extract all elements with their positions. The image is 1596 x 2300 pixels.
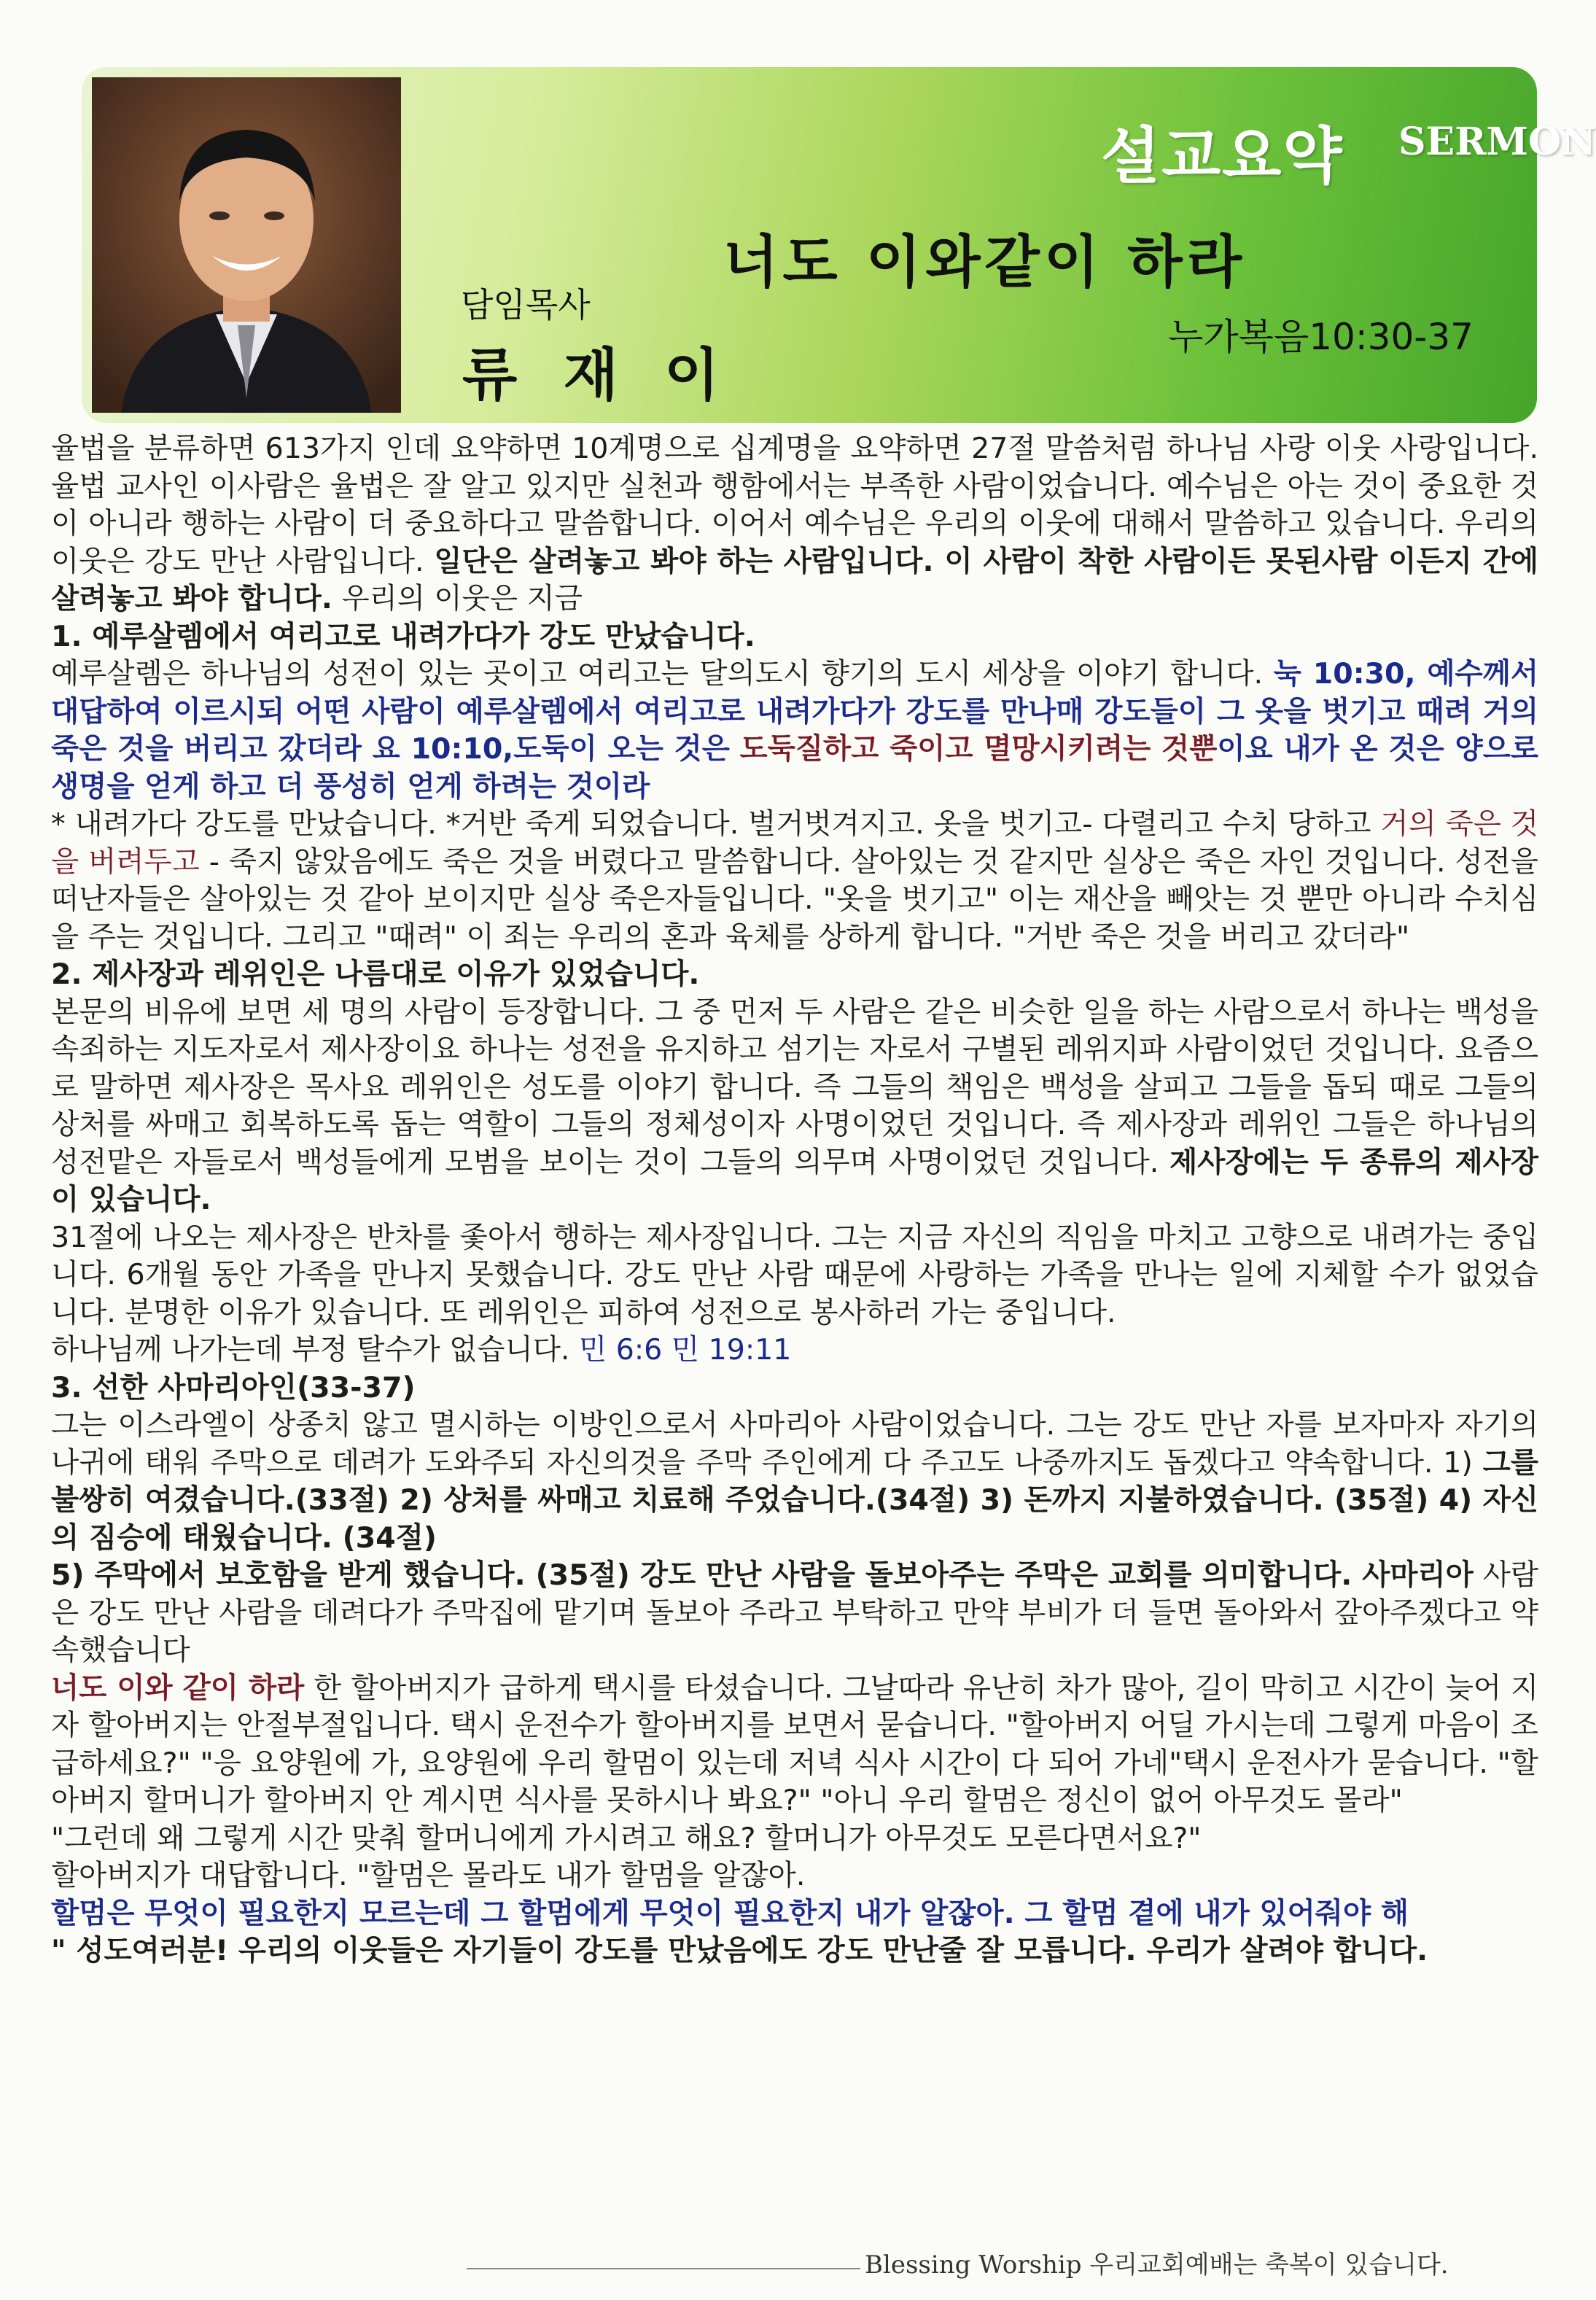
sermon-title: 너도 이와같이 하라 <box>723 230 1247 295</box>
paragraph-conclusion: " 성도여러분! 우리의 이웃들은 자기들이 강도를 만났음에도 강도 만난줄 잘 모릅니다. 우리가 살려야 합니다. <box>51 1934 1428 1967</box>
footer-divider <box>467 2268 860 2269</box>
robbed-emphasis: 거의 죽은 것을 버려두고 <box>51 807 1538 879</box>
paragraph-verse31: 31절에 나오는 제사장은 반차를 좇아서 행하는 제사장입니다. 그는 지금 자신의 직임을 마치고 고향으로 내려가는 중입니다. 6개월 동안 가족을 만나지 못했습니다. 강도 만난 사람 때문에 사랑하는 가족을 만나는 일에 지체할 수가 없었습니다. 분명한 이유가 있습니다. 또 레위인은 피하여 성전으로 봉사하러 가는 중입니다. <box>51 1220 1538 1329</box>
scripture-quote-luke: 눅 10:30, 예수께서 대답하여 이르시되 어떤 사람이 예루살렘에서 여리고로 내려가다가 강도를 만나매 강도들이 그 옷을 벗기고 때려 거의 죽은 것을 버리고 갔더라 요 10:10,도둑이 오는 것은 <box>51 657 1538 766</box>
paragraph-question: "그런데 왜 그렇게 시간 맞춰 할머니에게 가시려고 해요? 할머니가 아무것도 모른다면서요?" <box>51 1821 1202 1855</box>
intro-text: 율법을 분류하면 613가지 인데 요약하면 10계명으로 십계명을 요약하면 27절 말씀처럼 하나님 사랑 이웃 사랑입니다. 율법 교사인 이사람은 율법은 잘 알고 있지만 실천과 행함에서는 부족한 사람이었습니다. 예수님은 아는 것이 중요한 것이 아니라 행하는 사람이 더 중요하다고 말씀합니다. 이어서 예수님은 우리의 이웃에 대해서 말씀하고 있습니다. 우리의 이웃은 강도 만난 사람입니다. <box>51 432 1538 578</box>
paragraph-robbed <box>51 806 1538 956</box>
heading-1: 1. 예루살렘에서 여리고로 내려가다가 강도 만났습니다. <box>51 619 755 653</box>
samaritan-text: 그는 이스라엘이 상종치 않고 멸시하는 이방인으로서 사마리아 사람이었습니다. 그는 강도 만난 자를 보자마자 자기의 나귀에 태워 주막으로 데려가 도와주되 자신의것을 주막 주인에게 다 주고도 나중까지도 돕겠다고 약속합니다. 1) <box>51 1408 1538 1480</box>
robbed-text-b: - 죽지 않았음에도 죽은 것을 버렸다고 말씀합니다. 살아있는 것 같지만 실상은 죽은 자인 것입니다. 성전을 떠난자들은 살아있는 것 같아 보이지만 실상 죽은자들입니다. "옷을 벗기고" 이는 재산을 빼앗는 것 뿐만 아니라 수치심을 주는 것입니다. 그리고 "때려" 이 죄는 우리의 혼과 육체를 상하게 합니다. "거반 죽은 것을 버리고 갔더라" <box>51 844 1538 954</box>
paragraph-intro <box>51 430 1538 618</box>
pastor-role: 담임목사 <box>461 285 591 325</box>
robbed-text-a: * 내려가다 강도를 만났습니다. *거반 죽게 되었습니다. 벌거벗겨지고. 옷을 벗기고- 다렬리고 수치 당하고 <box>51 807 1371 841</box>
paragraph-jerusalem <box>51 656 1538 806</box>
sermon-label-korean: 설교요약 <box>1101 120 1344 192</box>
pastor-photo <box>92 77 401 413</box>
heading-2: 2. 제사장과 레위인은 나름대로 이유가 있었습니다. <box>51 957 700 991</box>
paragraph-answer: 할아버지가 대답합니다. "할멈은 몰라도 내가 할멈을 알잖아. <box>51 1859 806 1892</box>
priest-levite-text: 본문의 비유에 보면 세 명의 사람이 등장합니다. 그 중 먼저 두 사람은 같은 비슷한 일을 하는 사람으로서 하나는 백성을 속죄하는 지도자로서 제사장이요 하나는 성전을 유지하고 섬기는 자로서 구별된 레위지파 사람이었던 것입니다. 요즘으로 말하면 제사장은 목사요 레위인은 성도를 이야기 합니다. 즉 그들의 책임은 백성을 살피고 그들을 돕되 때로 그들의 상처를 싸매고 회복하도록 돕는 역할이 그들의 정체성이자 사명이었던 것입니다. 즉 제사장과 레위인 그들은 하나님의 성전맡은 자들로서 백성들에게 모범을 보이는 것이 그들의 의무며 사명이었던 것입니다. <box>51 995 1538 1179</box>
pastor-name: 류 재 이 <box>462 343 733 408</box>
inn-emphasis: 5) 주막에서 보호함을 받게 했습니다. (35절) 강도 만난 사람을 돌보아주는 주막은 교회를 의미합니다. 사마리아 <box>51 1558 1474 1592</box>
go-and-do-likewise: 너도 이와 같이 하라 <box>51 1671 305 1705</box>
sermon-body <box>51 430 1538 1970</box>
pastor-portrait-icon <box>92 77 401 413</box>
jerusalem-text: 예루살렘은 하나님의 성전이 있는 곳이고 여리고는 달의도시 향기의 도시 세상을 이야기 합니다. <box>51 657 1264 691</box>
paragraph-samaritan <box>51 1407 1538 1557</box>
paragraph-priest-levite <box>51 994 1538 1219</box>
scripture-quote-john-red: 도둑질하고 죽이고 멸망시키려는 것뿐 <box>739 732 1218 766</box>
priest-types-emphasis: 제사장에는 두 종류의 제사장이 있습니다. <box>51 1145 1538 1216</box>
paragraph-inn <box>51 1557 1538 1670</box>
unclean-text: 하나님께 나가는데 부정 탈수가 없습니다. <box>51 1333 570 1367</box>
footer-text: Blessing Worship 우리교회예배는 축복이 있습니다. <box>865 2250 1449 2280</box>
paragraph-story <box>51 1670 1538 1820</box>
taxi-story-text: 한 할아버지가 급하게 택시를 타셨습니다. 그날따라 유난히 차가 많아, 길이 막히고 시간이 늦어 지자 할아버지는 안절부절입니다. 택시 운전수가 할아버지를 보면서 묻습니다. "할아버지 어딜 가시는데 그렇게 마음이 조급하세요?" "응 요양원에 가, 요양원에 우리 할멈이 있는데 저녁 식사 시간이 다 되어 가네"택시 운전사가 묻습니다. "할아버지 할머니가 할아버지 안 계시면 식사를 못하시나 봐요?" "아니 우리 할멈은 정신이 없어 아무것도 몰라" <box>51 1671 1539 1817</box>
sermon-label-english: SERMON <box>1398 120 1596 164</box>
inn-text: 사람은 강도 만난 사람을 데려다가 주막집에 맡기며 돌보아 주라고 부탁하고 만약 부비가 더 들면 돌아와서 갚아주겠다고 약속했습니다 <box>51 1558 1538 1667</box>
scripture-ref-numbers: 민 6:6 민 19:11 <box>579 1333 792 1367</box>
paragraph-answer-emphasis: 할멈은 무엇이 필요한지 모르는데 그 할멈에게 무엇이 필요한지 내가 알잖아. 그 할멈 곁에 내가 있어줘야 해 <box>51 1896 1409 1930</box>
intro-tail: 우리의 이웃은 지금 <box>341 582 583 615</box>
scripture-quote-john-blue: 이요 내가 온 것은 양으로 생명을 얻게 하고 더 풍성히 얻게 하려는 것이라 <box>51 732 1539 804</box>
paragraph-unclean <box>51 1332 1538 1369</box>
scripture-reference: 누가복음10:30-37 <box>1168 316 1474 358</box>
intro-emphasis: 일단은 살려놓고 봐야 하는 사람입니다. 이 사람이 착한 사람이든 못된사람 이든지 간에 살려놓고 봐야 합니다. <box>51 544 1538 615</box>
sermon-header <box>82 67 1596 423</box>
heading-3: 3. 선한 사마리아인(33-37) <box>51 1370 416 1405</box>
samaritan-list: 그를 불쌍히 여겼습니다.(33절) 2) 상처를 싸매고 치료해 주었습니다.(34절) 3) 돈까지 지불하였습니다. (35절) 4) 자신의 짐승에 태웠습니다. (34절) <box>51 1445 1538 1555</box>
